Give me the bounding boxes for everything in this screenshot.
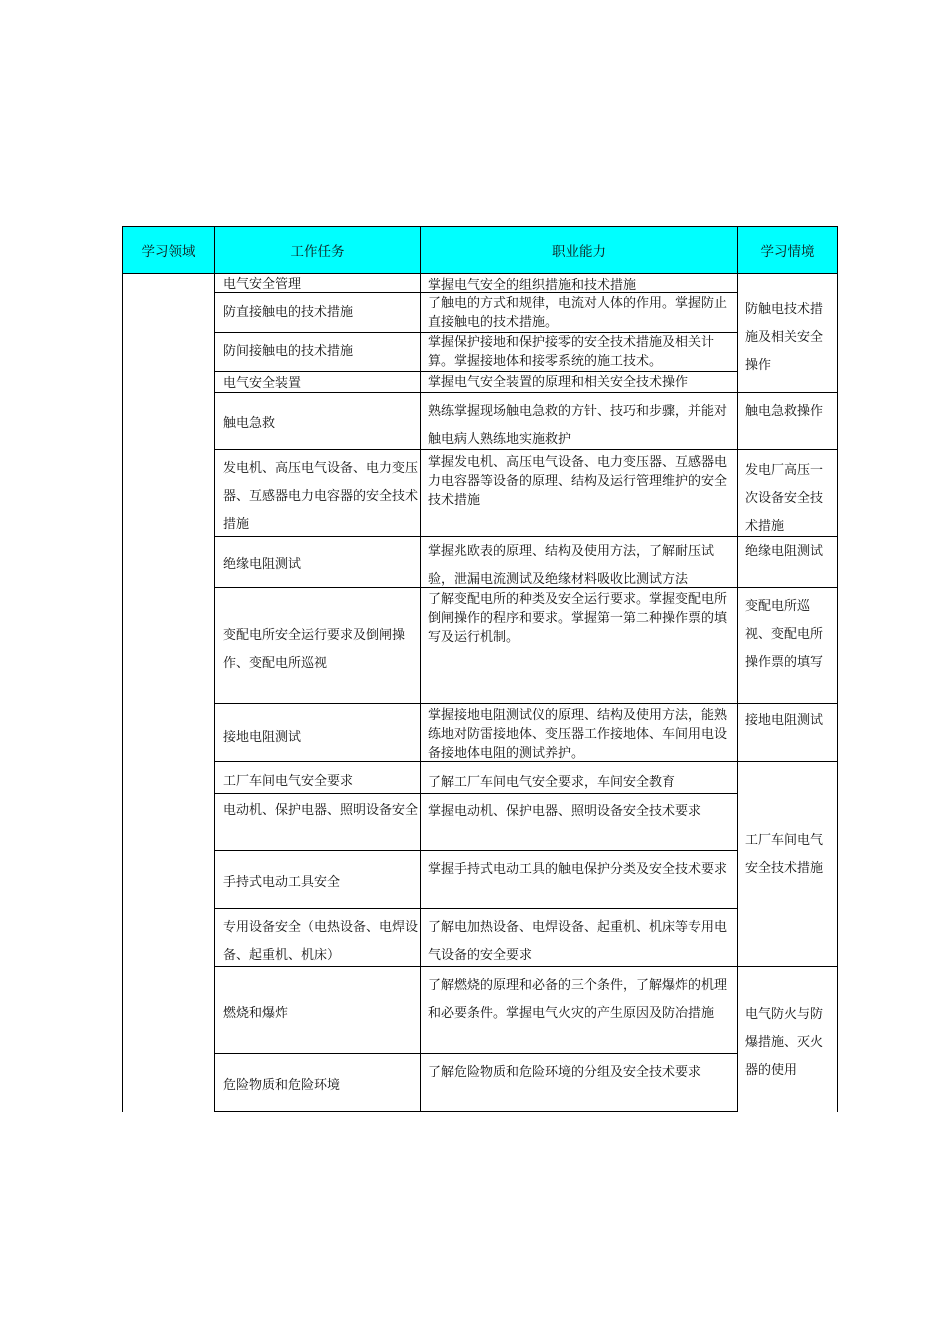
ability-cell: 掌握保护接地和保护接零的安全技术措施及相关计算。掌握接地体和接零系统的施工技术。 [428, 335, 715, 369]
task-cell: 电气安全管理 [223, 277, 302, 292]
situation-cell: 防触电技术措施及相关安全操作 [745, 302, 824, 373]
task-cell: 发电机、高压电气设备、电力变压器、互感器电力电容器的安全技术措施 [223, 461, 419, 532]
task-cell: 工厂车间电气安全要求 [223, 774, 354, 789]
col3-right-border [737, 274, 738, 1112]
ability-cell: 了触电的方式和规律，电流对人体的作用。掌握防止直接触电的技术措施。 [428, 296, 728, 330]
header-work-task: 工作任务 [214, 226, 421, 274]
situation-cell: 触电急救操作 [745, 404, 824, 419]
task-cell: 电气安全装置 [223, 376, 302, 391]
task-cell: 危险物质和危险环境 [223, 1078, 341, 1093]
col1-right-border [214, 274, 215, 1112]
curriculum-table [122, 226, 838, 1112]
task-cell: 防间接触电的技术措施 [223, 344, 354, 359]
task-cell: 接地电阻测试 [223, 730, 302, 745]
task-cell: 手持式电动工具安全 [223, 875, 341, 890]
situation-cell: 发电厂高压一次设备安全技术措施 [745, 463, 824, 534]
header-vocational-ability: 职业能力 [420, 226, 738, 274]
task-cell: 燃烧和爆炸 [223, 1006, 289, 1021]
row-divider [214, 1053, 738, 1054]
col1-left-border [122, 274, 123, 1112]
ability-cell: 了解变配电所的种类及安全运行要求。掌握变配电所倒闸操作的程序和要求。掌握第一第二种操作票的填写及运行机制。 [428, 592, 728, 645]
situation-cell: 变配电所巡视、变配电所操作票的填写 [745, 599, 824, 670]
ability-cell: 掌握电气安全的组织措施和技术措施 [428, 278, 637, 293]
situation-cell: 接地电阻测试 [745, 713, 824, 728]
task-cell: 防直接触电的技术措施 [223, 305, 354, 320]
ability-cell: 了解电加热设备、电焊设备、起重机、机床等专用电气设备的安全要求 [428, 920, 728, 963]
row-divider [214, 1111, 738, 1112]
col4-right-border [837, 274, 838, 1112]
task-cell: 触电急救 [223, 416, 276, 431]
header-learning-area: 学习领域 [122, 226, 215, 274]
task-cell: 专用设备安全（电热设备、电焊设备、起重机、机床） [223, 920, 419, 963]
task-cell: 变配电所安全运行要求及倒闸操作、变配电所巡视 [223, 628, 406, 671]
situation-cell: 绝缘电阻测试 [745, 544, 824, 559]
situation-cell: 工厂车间电气安全技术措施 [745, 833, 824, 876]
row-divider [214, 793, 738, 794]
ability-cell: 了解危险物质和危险环境的分组及安全技术要求 [428, 1065, 702, 1080]
col2-right-border [420, 274, 421, 1112]
ability-cell: 熟练掌握现场触电急救的方针、技巧和步骤，并能对触电病人熟练地实施救护 [428, 404, 728, 447]
task-cell: 绝缘电阻测试 [223, 557, 302, 572]
row-divider [214, 703, 838, 704]
ability-cell: 掌握接地电阻测试仪的原理、结构及使用方法，能熟练地对防雷接地体、变压器工作接地体、车间用电设备接地体电阻的测试养护。 [428, 708, 728, 761]
ability-cell: 掌握电动机、保护电器、照明设备安全技术要求 [428, 804, 702, 819]
ability-cell: 掌握手持式电动工具的触电保护分类及安全技术要求 [428, 862, 728, 877]
situation-cell: 电气防火与防爆措施、灭火器的使用 [745, 1007, 824, 1078]
ability-cell: 了解燃烧的原理和必备的三个条件，了解爆炸的机理和必要条件。掌握电气火灾的产生原因及防冶措施 [428, 978, 728, 1021]
header-learning-situation: 学习情境 [737, 226, 838, 274]
ability-cell: 掌握兆欧表的原理、结构及使用方法，了解耐压试验，泄漏电流测试及绝缘材料吸收比测试方法 [428, 544, 715, 587]
row-divider [214, 908, 738, 909]
ability-cell: 了解工厂车间电气安全要求，车间安全教育 [428, 775, 676, 790]
row-divider [214, 850, 738, 851]
task-cell: 电动机、保护电器、照明设备安全 [223, 803, 419, 818]
ability-cell: 掌握电气安全装置的原理和相关安全技术操作 [428, 375, 689, 390]
row-divider [214, 371, 738, 372]
ability-cell: 掌握发电机、高压电气设备、电力变压器、互感器电力电容器等设备的原理、结构及运行管理维护的安全技术措施 [428, 455, 728, 508]
